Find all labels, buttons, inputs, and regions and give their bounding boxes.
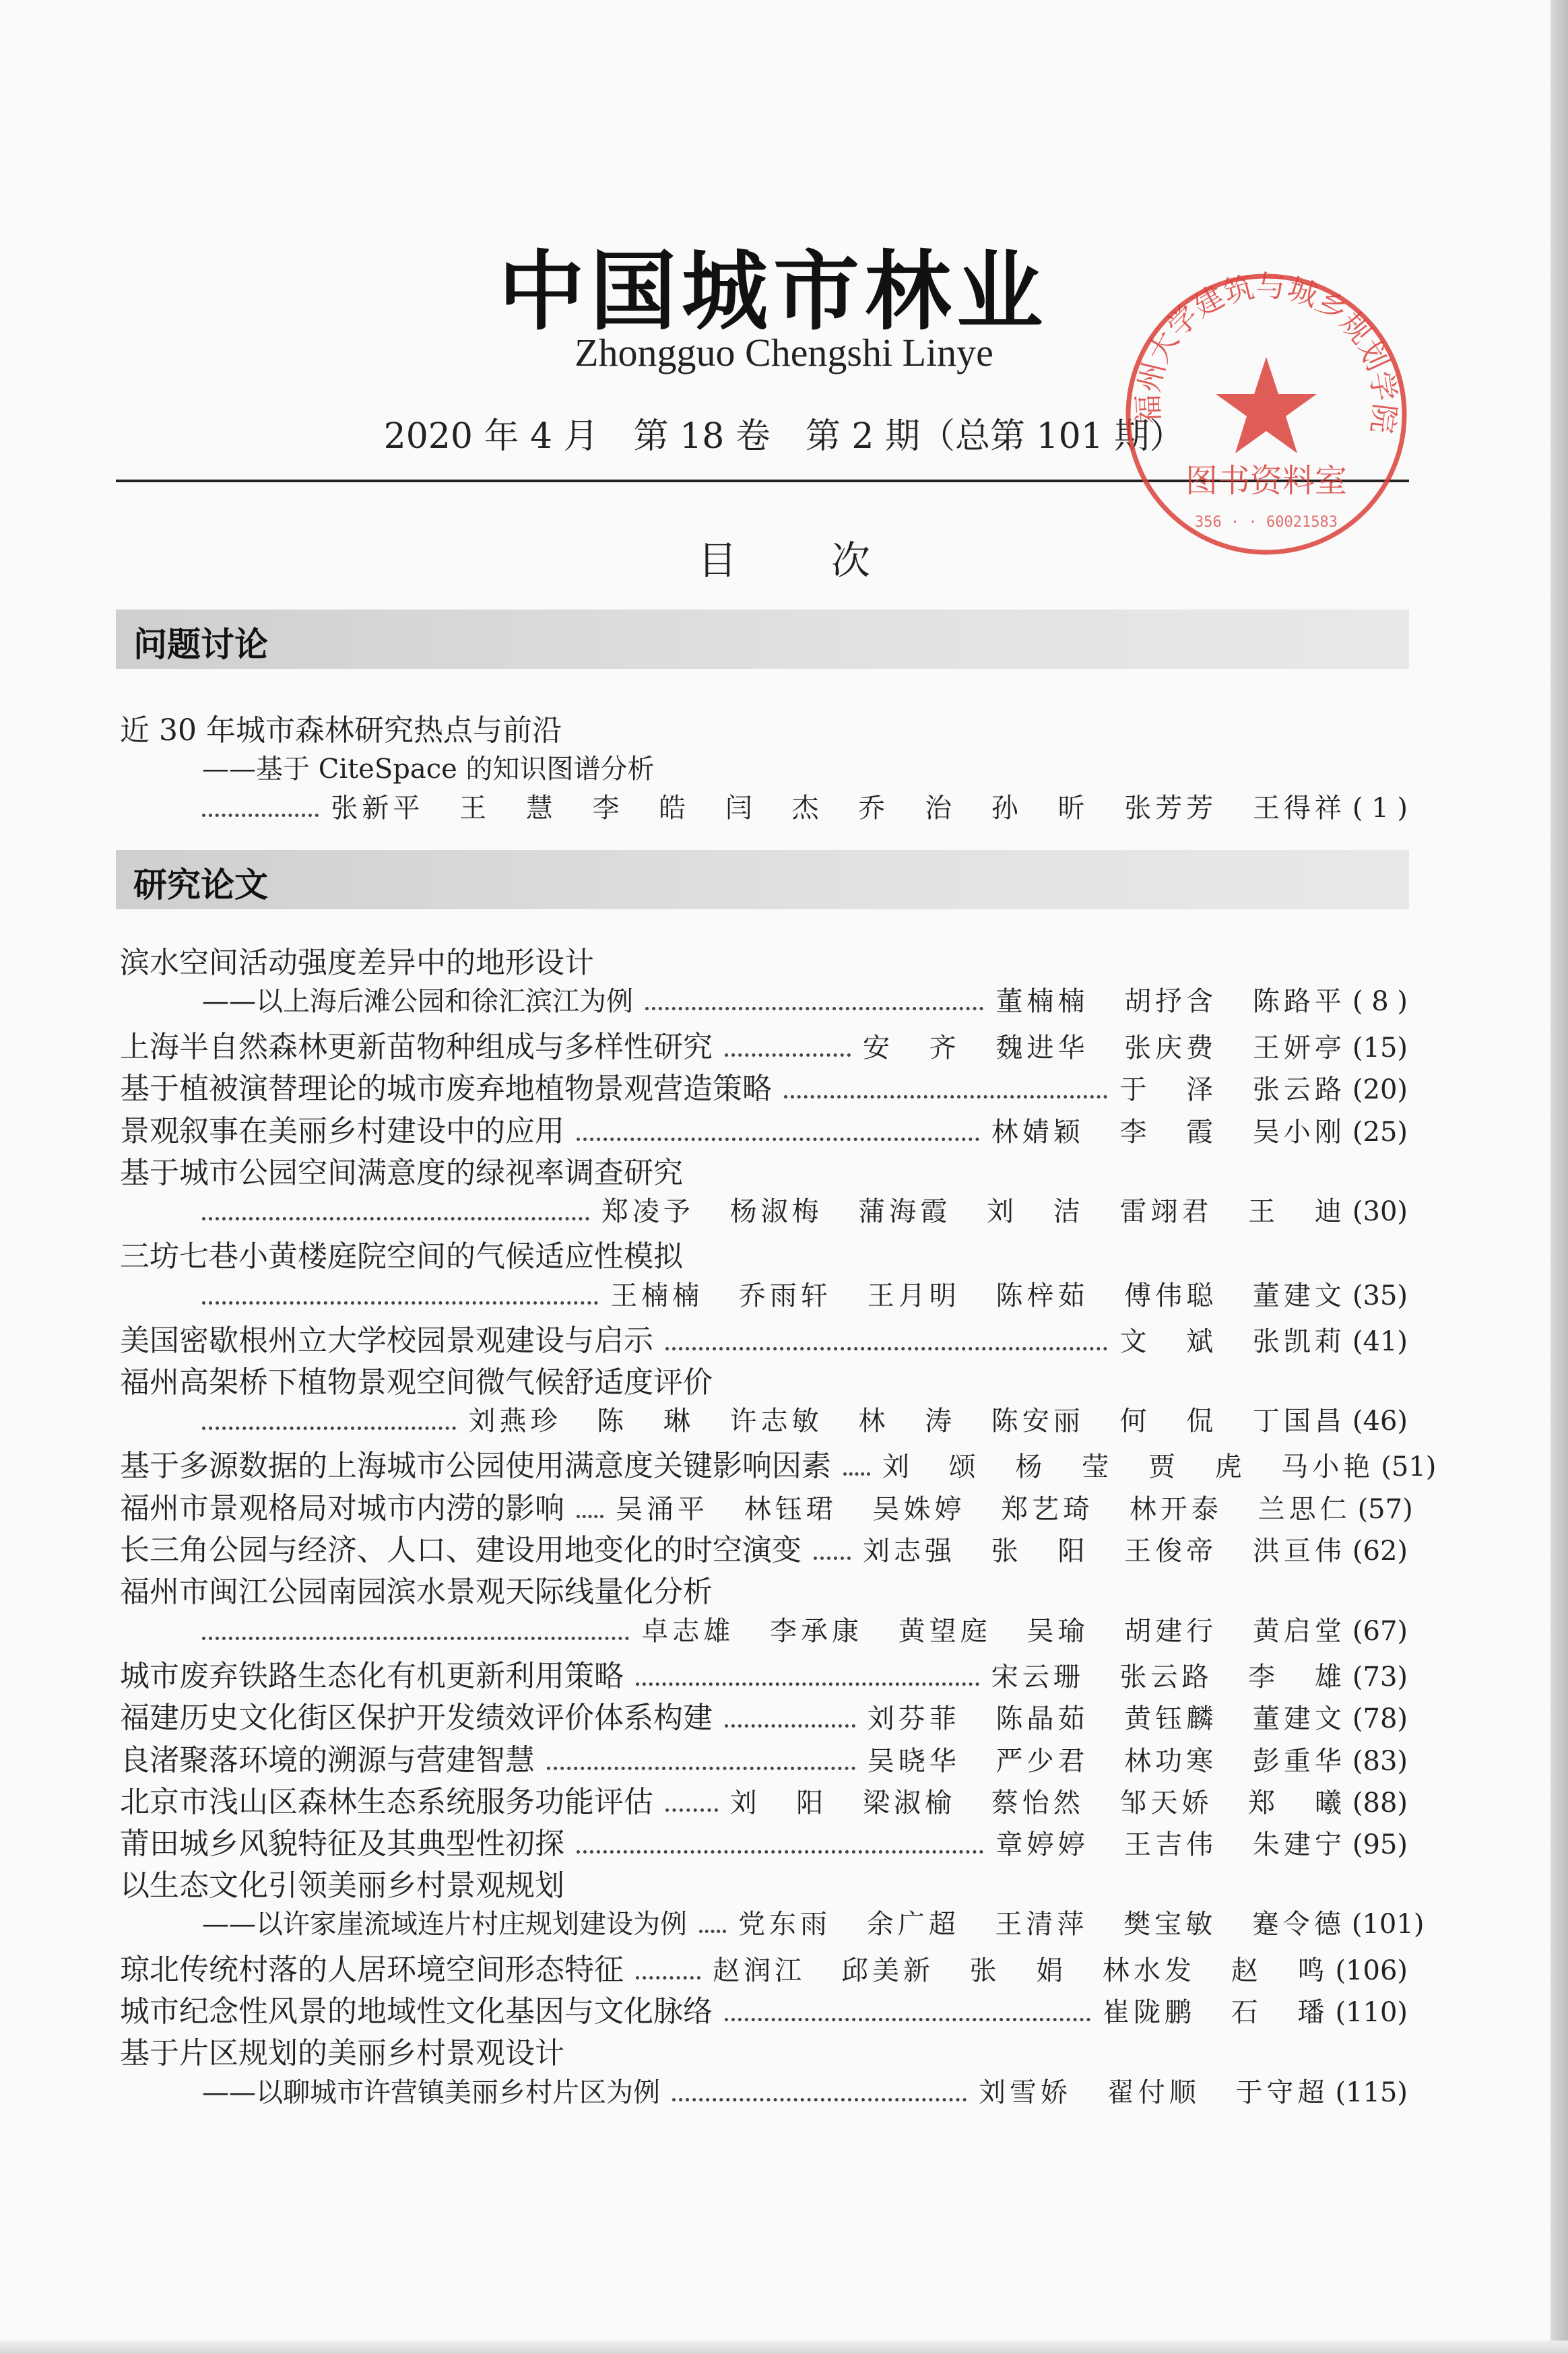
toc-entry-page: (106) <box>1335 1955 1408 1986</box>
toc-entry-authors: 董楠楠 胡抒含 陈路平 <box>995 986 1346 1017</box>
toc-entry-page: (20) <box>1352 1074 1408 1105</box>
toc-entry-title: 基于片区规划的美丽乡村景观设计 <box>120 2036 564 2070</box>
toc-entry-title: 北京市浅山区森林生态系统服务功能评估 <box>120 1785 653 1819</box>
toc-entry-title: 三坊七巷小黄楼庭院空间的气候适应性模拟 <box>120 1239 683 1274</box>
toc-entry-page: (41) <box>1352 1326 1408 1357</box>
toc-entry-title: 景观叙事在美丽乡村建设中的应用 <box>120 1114 564 1148</box>
toc-entry-authors: 刘 颂 杨 莹 贾 虎 马小艳 <box>882 1451 1375 1482</box>
toc-entry-row <box>120 1652 1408 1692</box>
journal-title-pinyin: Zhongguo Chengshi Linye <box>575 331 993 374</box>
leader-dots <box>636 1976 700 1980</box>
leader-dots <box>202 1301 598 1305</box>
toc-entry-title: 良渚聚落环境的溯源与营建智慧 <box>120 1743 535 1777</box>
leader-dots <box>665 1347 1107 1350</box>
toc-entry-subtitle: ——以聊城市许营镇美丽乡村片区为例 <box>202 2077 660 2108</box>
svg-text:福州大学建筑与城乡规划学院: 福州大学建筑与城乡规划学院 <box>1131 269 1402 436</box>
leader-dots <box>725 1053 851 1057</box>
toc-entry-title: 长三角公园与经济、人口、建设用地变化的时空演变 <box>120 1533 802 1567</box>
leader-dots <box>725 2018 1090 2021</box>
toc-entry-page: (67) <box>1352 1616 1408 1647</box>
section-header-discussion <box>116 610 1409 669</box>
toc-entry-authors: 文 斌 张凯莉 <box>1119 1326 1346 1357</box>
leader-dots <box>577 1138 979 1141</box>
leader-dots <box>784 1095 1107 1099</box>
svg-text:356 · · 60021583: 356 · · 60021583 <box>1195 514 1338 531</box>
toc-entry-authors: 崔陇鹏 石 璠 <box>1103 1997 1329 2028</box>
toc-entry-authors: 王楠楠 乔雨轩 王月明 陈梓茹 傅伟聪 董建文 <box>610 1280 1346 1311</box>
leader-dots <box>665 1808 718 1812</box>
toc-entry-title: 基于多源数据的上海城市公园使用满意度关键影响因素 <box>120 1449 831 1483</box>
toc-entry-authors-row <box>202 787 1408 827</box>
toc-entry-title: 基于植被演替理论的城市废弃地植物景观营造策略 <box>120 1072 772 1106</box>
toc-entry-row <box>120 1022 1408 1063</box>
toc-entry-row <box>120 1484 1413 1526</box>
toc-entry-authors: 赵润江 邱美新 张 娟 林水发 赵 鸣 <box>713 1955 1329 1986</box>
toc-entry-title: 福州市闽江公园南园滨水景观天际线量化分析 <box>120 1575 713 1609</box>
toc-entry-page: (73) <box>1352 1662 1408 1693</box>
toc-entry-row <box>202 1610 1408 1650</box>
toc-entry-subtitle: ——以上海后滩公园和徐汇滨江为例 <box>202 986 633 1017</box>
toc-entry-row <box>202 1903 1425 1943</box>
toc-entry-title: 上海半自然森林更新苗物种组成与多样性研究 <box>120 1030 713 1064</box>
toc-entry-row <box>120 1526 1408 1566</box>
toc-entry-title: 以生态文化引领美丽乡村景观规划 <box>120 1868 564 1903</box>
toc-entry-row <box>120 1736 1408 1776</box>
leader-dots <box>725 1724 855 1728</box>
toc-heading: 目次 <box>697 537 965 583</box>
leader-dots <box>843 1472 870 1476</box>
leader-dots <box>577 1515 603 1518</box>
section-label: 问题讨论 <box>133 625 268 664</box>
leader-dots <box>202 1217 589 1220</box>
leader-dots <box>577 1850 983 1854</box>
toc-entry-page: (46) <box>1352 1406 1408 1437</box>
section-label: 研究论文 <box>133 865 268 905</box>
toc-entry-authors: 卓志雄 李承康 黄望庭 吴瑜 胡建行 黄启堂 <box>641 1616 1346 1647</box>
toc-entry-row <box>120 1064 1408 1105</box>
toc-entry-row <box>202 1274 1408 1315</box>
svg-text:图书资料室: 图书资料室 <box>1185 462 1348 500</box>
leader-dots <box>202 1637 629 1640</box>
leader-dots <box>814 1557 851 1560</box>
toc-entry-page: (25) <box>1352 1117 1408 1148</box>
toc-entry-authors: 党东雨 余广超 王清萍 樊宝敏 蹇令德 <box>738 1909 1345 1940</box>
toc-entry-page: ( 8 ) <box>1352 986 1408 1017</box>
toc-entry-row <box>202 1400 1408 1440</box>
leader-dots <box>672 2098 967 2101</box>
toc-entry-page: ( 1 ) <box>1352 793 1408 824</box>
toc-entry-authors: 安 齐 魏进华 张庆费 王妍亭 <box>863 1033 1346 1064</box>
toc-entry-authors: 章婷婷 王吉伟 朱建宁 <box>995 1829 1346 1860</box>
toc-entry-row <box>120 1316 1408 1356</box>
toc-entry-authors: 刘雪娇 翟付顺 于守超 <box>979 2077 1329 2108</box>
toc-entry-authors: 林婧颖 李 霞 吴小刚 <box>991 1117 1346 1148</box>
section-header-research <box>116 850 1409 909</box>
toc-entry-authors: 刘 阳 梁淑榆 蔡怡然 邹天娇 郑 曦 <box>729 1788 1346 1819</box>
toc-entry-title: 莆田城乡风貌特征及其典型性初探 <box>120 1827 564 1861</box>
toc-entry-row <box>120 1107 1408 1147</box>
toc-entry-row <box>120 1693 1408 1734</box>
toc-entry-authors: 刘燕珍 陈 琳 许志敏 林 涛 陈安丽 何 侃 丁国昌 <box>468 1406 1346 1437</box>
toc-entry-page: (110) <box>1335 1997 1408 2028</box>
toc-entry-title: 福州高架桥下植物景观空间微气候舒适度评价 <box>120 1365 713 1400</box>
toc-entry-page: (15) <box>1352 1033 1408 1064</box>
toc-entry-page: (57) <box>1357 1494 1413 1525</box>
toc-entry-row <box>120 1777 1408 1818</box>
toc-entry-page: (88) <box>1352 1788 1408 1819</box>
leader-dots <box>699 1930 726 1933</box>
toc-entry-title: 近 30 年城市森林研究热点与前沿 <box>120 713 562 748</box>
library-stamp <box>1115 263 1418 566</box>
toc-entry-page: (101) <box>1351 1909 1425 1940</box>
toc-entry-authors: 刘芬菲 陈晶茹 黄钰麟 董建文 <box>867 1703 1346 1734</box>
leader-dots <box>645 1007 983 1010</box>
toc-entry-title: 福州市景观格局对城市内涝的影响 <box>120 1491 564 1526</box>
toc-entry-title: 福建历史文化街区保护开发绩效评价体系构建 <box>120 1701 713 1735</box>
toc-entry-authors: 刘志强 张 阳 王俊帝 洪亘伟 <box>863 1536 1346 1567</box>
page-bottom-shadow <box>0 2341 1568 2354</box>
toc-entry-subtitle: ——以许家崖流域连片村庄规划建设为例 <box>202 1909 687 1940</box>
leader-dots <box>202 1427 456 1430</box>
toc-entry-authors: 吴晓华 严少君 林功寒 彭重华 <box>867 1746 1346 1777</box>
toc-entry-title: 滨水空间活动强度差异中的地形设计 <box>120 946 594 980</box>
toc-entry-title: 城市废弃铁路生态化有机更新利用策略 <box>120 1659 624 1693</box>
toc-entry-page: (83) <box>1352 1746 1408 1777</box>
toc-entry-authors: 吴涌平 林钰珺 吴姝婷 郑艺琦 林开泰 兰思仁 <box>616 1494 1351 1525</box>
toc-entry-row <box>202 980 1408 1020</box>
toc-entry-title: 美国密歇根州立大学校园景观建设与启示 <box>120 1323 653 1358</box>
toc-entry-title: 琼北传统村落的人居环境空间形态特征 <box>120 1953 624 1987</box>
toc-entry-page: (30) <box>1352 1196 1408 1227</box>
toc-entry-row <box>120 1987 1408 2027</box>
toc-entry-row <box>202 1190 1408 1231</box>
toc-entry-page: (78) <box>1352 1703 1408 1734</box>
leader-dots <box>636 1682 979 1686</box>
toc-entry-authors: 郑凌予 杨淑梅 蒲海霞 刘 洁 雷翊君 王 迪 <box>601 1196 1346 1227</box>
toc-entry-authors: 张新平 王 慧 李 皓 闫 杰 乔 治 孙 昕 张芳芳 王得祥 <box>331 793 1346 824</box>
toc-entry-subtitle: ——基于 CiteSpace 的知识图谱分析 <box>202 754 655 785</box>
stamp-star-icon <box>1216 357 1317 453</box>
leader-dots <box>202 814 319 817</box>
toc-entry-page: (62) <box>1352 1536 1408 1567</box>
toc-entry-row <box>120 1441 1437 1483</box>
toc-entry-title: 城市纪念性风景的地域性文化基因与文化脉络 <box>120 1994 713 2029</box>
toc-entry-authors: 于 泽 张云路 <box>1119 1074 1346 1105</box>
toc-entry-authors: 宋云珊 张云路 李 雄 <box>991 1662 1346 1693</box>
leader-dots <box>547 1767 855 1770</box>
toc-entry-title: 基于城市公园空间满意度的绿视率调查研究 <box>120 1156 683 1190</box>
toc-entry-row <box>202 2071 1408 2112</box>
toc-entry-page: (115) <box>1335 2077 1408 2108</box>
toc-entry-row <box>120 1819 1408 1860</box>
toc-entry-page: (35) <box>1352 1280 1408 1311</box>
issue-info: 2020 年 4 月 第 18 卷 第 2 期（总第 101 期） <box>383 416 1185 457</box>
journal-title-cn: 中国城市林业 <box>498 242 1049 342</box>
toc-entry-row <box>120 1945 1408 1986</box>
toc-entry-page: (51) <box>1381 1451 1437 1482</box>
toc-entry-page: (95) <box>1352 1829 1408 1860</box>
